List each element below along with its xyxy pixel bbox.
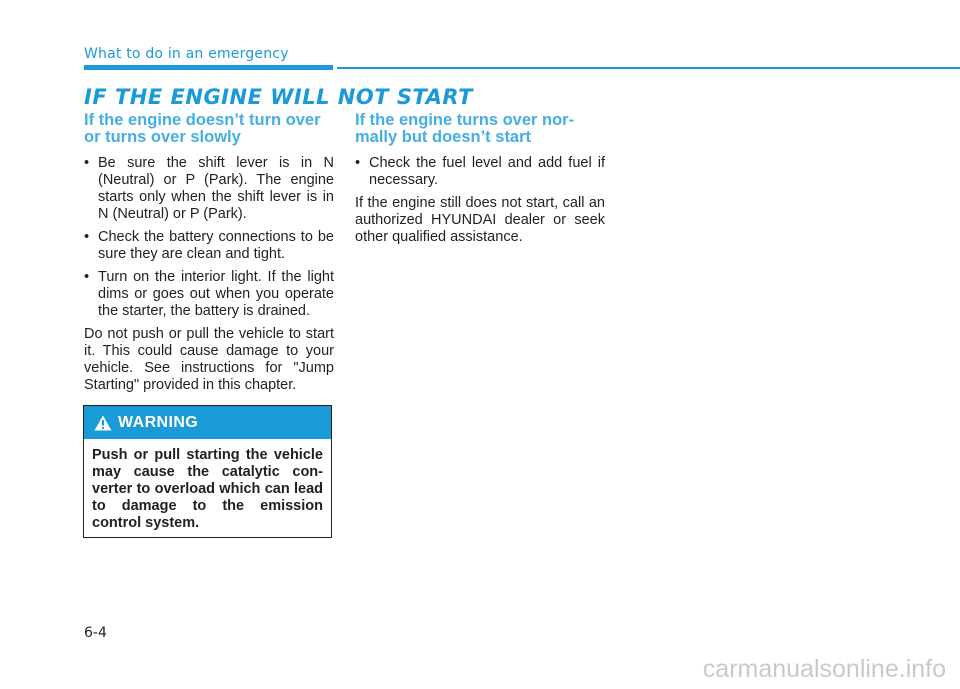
right-column bbox=[355, 112, 605, 246]
header-rule-thin bbox=[337, 67, 960, 69]
list-item: • Be sure the shift lever is in N (Neutral) or P (Park). The engine starts only when the shift lever is in N (Neutral) or P (Park). bbox=[84, 155, 334, 222]
chapter-title: IF THE ENGINE WILL NOT START bbox=[84, 85, 473, 109]
warning-box bbox=[83, 405, 332, 538]
left-paragraph: Do not push or pull the vehicle to start it. This could cause damage to your vehicle. See instructions for "Jump Starting" provided in this chapter. bbox=[84, 326, 334, 393]
bullet-icon: • bbox=[84, 269, 90, 285]
bullet-icon: • bbox=[84, 155, 90, 171]
page-number: 6-4 bbox=[84, 625, 107, 641]
section-title: What to do in an emergency bbox=[84, 46, 289, 62]
right-bullet-list bbox=[355, 155, 605, 189]
warning-header bbox=[84, 406, 331, 439]
bullet-icon: • bbox=[84, 229, 90, 245]
warning-label: WARNING bbox=[118, 413, 199, 431]
list-item: • Turn on the interior light. If the light dims or goes out when you operate the starter, the battery is drained. bbox=[84, 269, 334, 319]
left-column bbox=[84, 112, 334, 394]
bullet-icon: • bbox=[355, 155, 361, 171]
header-rule-thick bbox=[84, 65, 333, 70]
left-subheading: If the engine doesn’t turn over or turns over slowly bbox=[84, 111, 321, 146]
warning-text: Push or pull starting the vehicle may cause the catalytic con-verter to overload which can lead to damage to the emission control system. bbox=[92, 447, 323, 531]
warning-triangle-icon bbox=[94, 415, 112, 431]
right-subheading: If the engine turns over nor-mally but doesn’t start bbox=[355, 111, 575, 146]
left-bullet-list bbox=[84, 155, 334, 320]
right-paragraph: If the engine still does not start, call an authorized HYUNDAI dealer or seek other qualified assistance. bbox=[355, 195, 605, 245]
list-item: • Check the battery connections to be sure they are clean and tight. bbox=[84, 229, 334, 262]
list-item: • Check the fuel level and add fuel if necessary. bbox=[355, 155, 605, 188]
watermark[interactable]: carmanualsonline.info bbox=[702, 655, 946, 683]
